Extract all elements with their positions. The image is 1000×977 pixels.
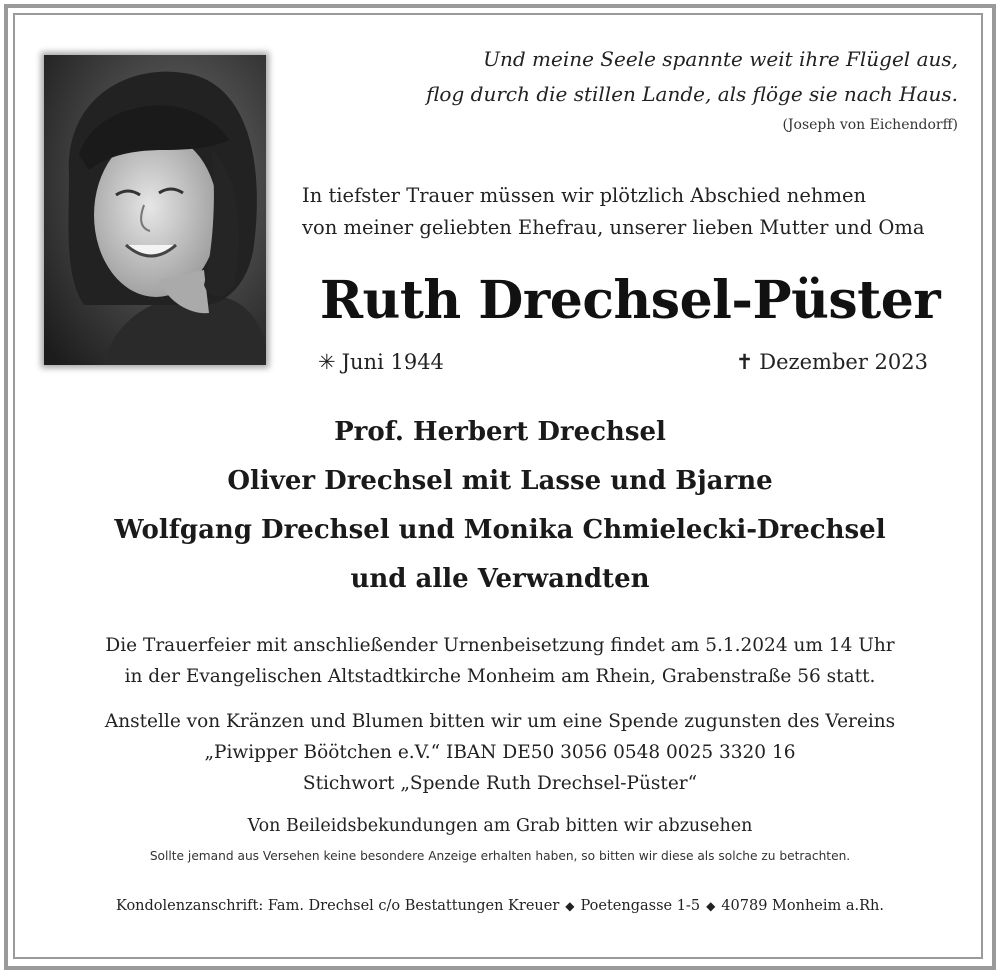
diamond-icon: ◆ [706, 899, 716, 913]
ceremony-info [0, 630, 1000, 692]
poem-quote [358, 42, 958, 112]
poem-author: (Joseph von Eichendorff) [782, 117, 958, 133]
ceremony-line-1: Die Trauerfeier mit anschließender Urnenbeisetzung findet am 5.1.2024 um 14 Uhr [105, 635, 895, 656]
notice-text: Sollte jemand aus Versehen keine besondere Anzeige erhalten haben, so bitten wir diese als solche zu betrachten. [149, 849, 851, 863]
mourner-line: Prof. Herbert Drechsel [334, 417, 666, 447]
donation-line-3: Stichwort „Spende Ruth Drechsel-Püster“ [302, 773, 698, 794]
intro-line-1: In tiefster Trauer müssen wir plötzlich Abschied nehmen [302, 184, 867, 207]
portrait-photo [44, 55, 266, 365]
deceased-name: Ruth Drechsel-Püster [319, 270, 941, 331]
intro-line-2: von meiner geliebten Ehefrau, unserer lieben Mutter und Oma [302, 216, 925, 239]
mourners-list [0, 408, 1000, 604]
donation-line-2: „Piwipper Böötchen e.V.“ IBAN DE50 3056 0548 0025 3320 16 [204, 742, 796, 763]
death-date-text: Dezember 2023 [759, 350, 928, 374]
birth-date-text: Juni 1944 [341, 350, 444, 374]
poem-line-1: Und meine Seele spannte weit ihre Flügel aus, [483, 47, 958, 71]
donation-info [0, 706, 1000, 799]
mourner-line: Wolfgang Drechsel und Monika Chmielecki-Drechsel [114, 515, 886, 545]
ceremony-line-2: in der Evangelischen Altstadtkirche Monheim am Rhein, Grabenstraße 56 statt. [124, 666, 876, 687]
mourner-line: und alle Verwandten [350, 564, 650, 594]
address-part-1: Kondolenzanschrift: Fam. Drechsel c/o Bestattungen Kreuer [116, 898, 560, 914]
death-date [736, 350, 928, 374]
star-icon: ✳ [318, 350, 336, 374]
mourner-line: Oliver Drechsel mit Lasse und Bjarne [227, 466, 773, 496]
intro-text [302, 180, 952, 244]
address-part-3: 40789 Monheim a.Rh. [721, 898, 884, 914]
donation-line-1: Anstelle von Kränzen und Blumen bitten wir um eine Spende zugunsten des Vereins [104, 711, 896, 732]
poem-line-2: flog durch die stillen Lande, als flöge sie nach Haus. [426, 82, 958, 106]
birth-date [318, 350, 444, 374]
diamond-icon: ◆ [565, 899, 575, 913]
condolence-address [0, 898, 1000, 914]
cross-icon: ✝ [735, 350, 754, 374]
condolence-request: Von Beileidsbekundungen am Grab bitten wir abzusehen [247, 816, 753, 836]
address-part-2: Poetengasse 1-5 [580, 898, 701, 914]
